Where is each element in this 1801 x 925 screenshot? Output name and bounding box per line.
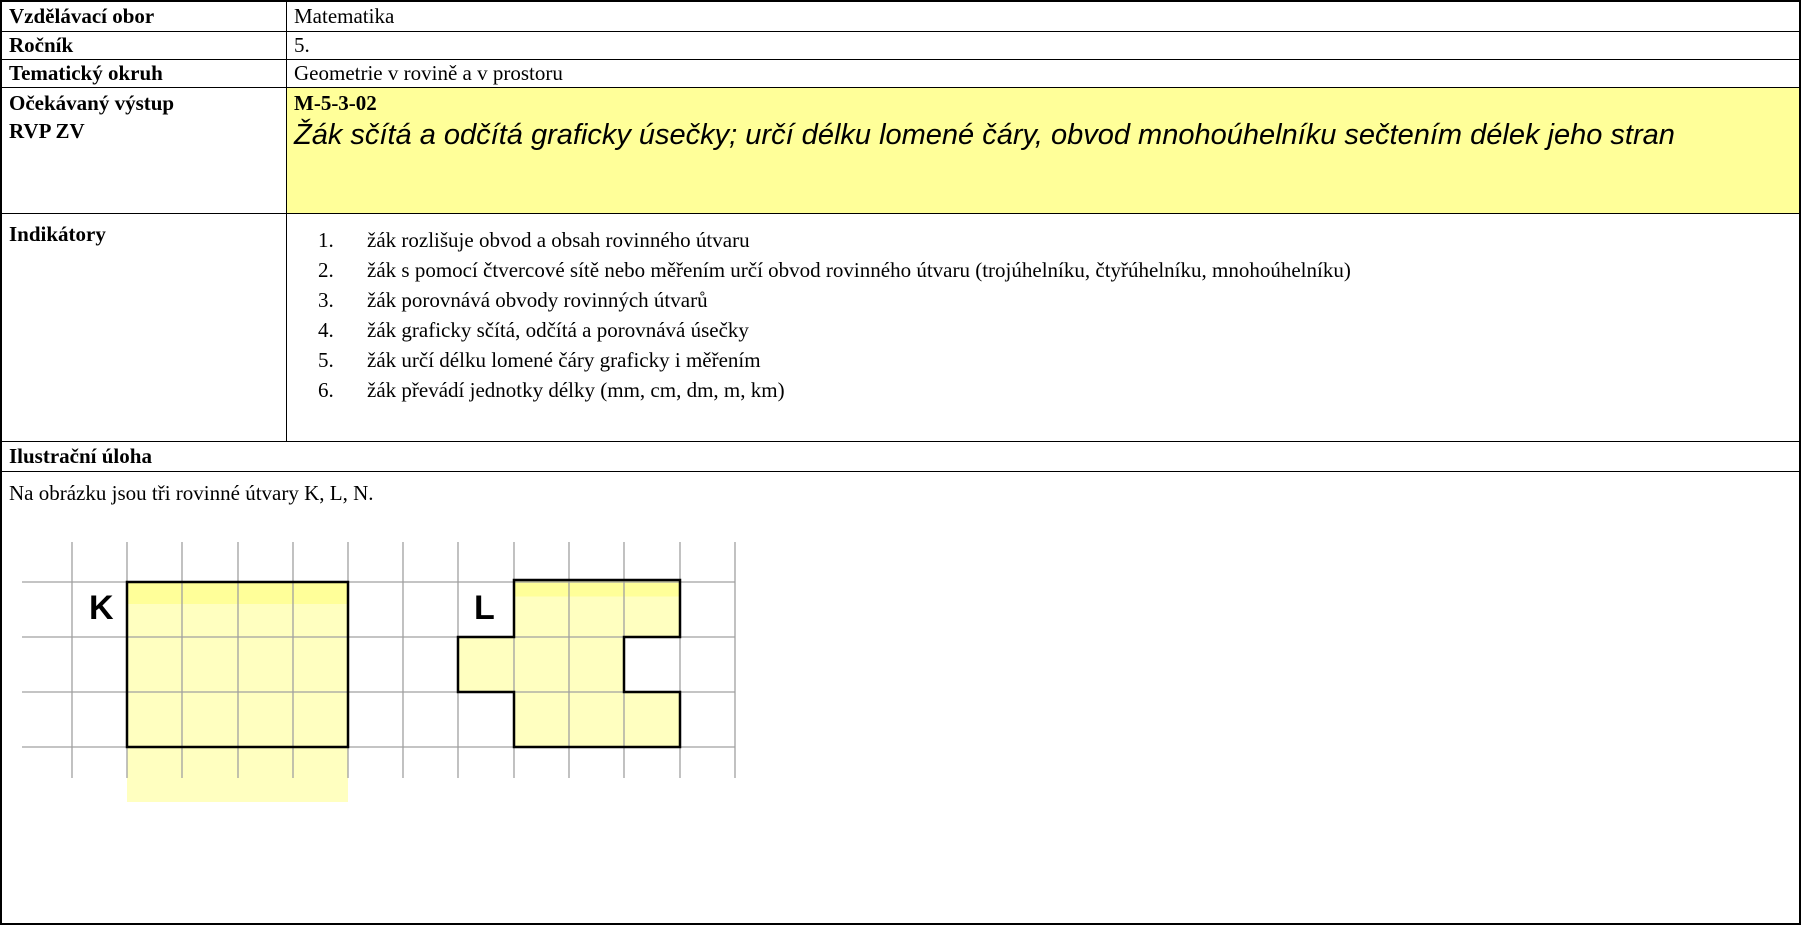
row-illustration-heading — [2, 442, 1799, 472]
indicator-item: 4. žák graficky sčítá, odčítá a porovnává úsečky — [318, 318, 749, 342]
indicator-item: 2. žák s pomocí čtvercové sítě nebo měřením určí obvod rovinného útvaru (trojúhelníku, čtyřúhelníku, mnohoúhelníku) — [318, 258, 1351, 282]
indicator-item: 3. žák porovnává obvody rovinných útvarů — [318, 288, 708, 312]
expected-output-code: M-5-3-02 — [294, 91, 377, 115]
expected-output-label — [2, 88, 287, 213]
topic-value: Geometrie v rovině a v prostoru — [294, 61, 563, 85]
indicator-item: 1. žák rozlišuje obvod a obsah rovinného útvaru — [318, 228, 750, 252]
expected-output-label-line2: RVP ZV — [9, 119, 85, 143]
row-expected-output — [2, 88, 1799, 214]
expected-output-label-line1: Očekávaný výstup — [9, 91, 175, 115]
row-indicators — [2, 214, 1799, 442]
grade-value: 5. — [294, 33, 310, 57]
topic-label: Tematický okruh — [2, 60, 287, 87]
row-topic — [2, 60, 1799, 88]
subject-label: Vzdělávací obor — [2, 2, 287, 31]
indicator-item: 6. žák převádí jednotky délky (mm, cm, dm, m, km) — [318, 378, 785, 402]
grade-label: Ročník — [2, 32, 287, 59]
indicators-label: Indikátory — [2, 214, 287, 441]
shape-l-label: L — [474, 589, 495, 627]
expected-output-text: Žák sčítá a odčítá graficky úsečky; určí délku lomené čáry, obvod mnohoúhelníku sečtením délek jeho stran — [294, 119, 1675, 151]
row-grade — [2, 32, 1799, 60]
illustration-task: Na obrázku jsou tři rovinné útvary K, L, N. — [9, 481, 374, 505]
shape-k-label: K — [89, 589, 114, 627]
shapes-figure — [2, 542, 762, 842]
illustration-heading: Ilustrační úloha — [9, 444, 152, 468]
subject-value: Matematika — [294, 4, 395, 28]
indicator-item: 5. žák určí délku lomené čáry graficky i měřením — [318, 348, 761, 372]
row-subject — [2, 2, 1799, 32]
indicator-list — [318, 225, 1782, 405]
expected-output-value — [287, 88, 1799, 213]
